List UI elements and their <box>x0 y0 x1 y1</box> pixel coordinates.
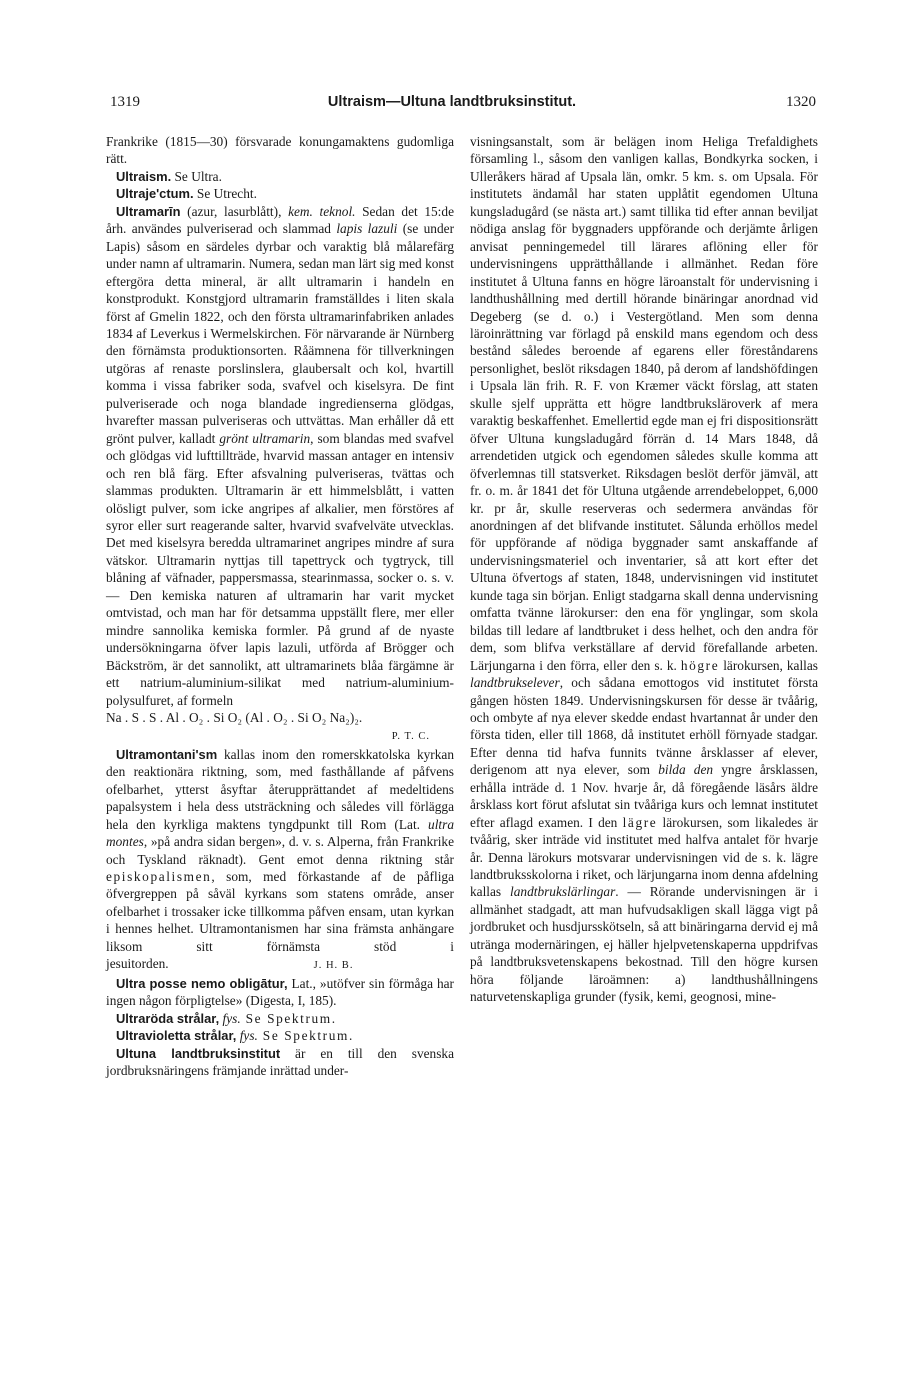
chemical-formula: Na . S . S . Al . O₂ . Si O₂ (Al . O₂ . Si O₂ Na₂)₂. <box>106 709 363 725</box>
entry-text: . — Rörande undervisningen är i allmänhet stadgadt, att man hufvudsakligen skall lägga vigt på jordbruket och husdjursskötseln, så att binäringarna dervid ej må utränga modernäringen, ej häller hjelpvetenskaperna uppdrifvas på landtbruksvetenskapens bekostnad. Till den högre kursen höra följande läroämnen: a) landthushållningens naturvetenskapliga grunder (fysik, kemi, geognosi, mine- <box>470 884 818 1005</box>
entry-italic: lapis lazuli <box>336 221 398 237</box>
entry-text: , och sådana emottogos vid institutet första gången hösten 1849. Undervisningskursen för desse är tvåårig, och ombyte af nya elever skedde endast hvartannat år under den första tiden, eller till 1868, då institutet erhöll förnyade stadgar. Efter denna tid hafva funnits tvänne årsklasser af elever, derigenom att nya elever, som <box>470 675 818 778</box>
entry-spaced: episkopalismen <box>106 869 212 885</box>
signature-text: P. T. C. <box>391 731 430 743</box>
entry-text: (azur, lasurblått), <box>180 203 289 219</box>
entry-text: , som blandas med svafvel och glödgas vid lufttillträde, hvarvid massan antager en intensiv och ren blå färg. Efter afsvalning pulveriseras, tvättas och slammas produkten. Ultramarin är ett himmelsblått, i vatten olösligt pulver, som icke angripes af alkalier, men förstöres af syror eller surt reagerande salter, hvarvid svafvelväte utvecklas. Det med kiselsyra beredda ultramarinet angripes mindre af sura vätskor. Ultramarin nyttjas till tapettryck och tygtryck, till blåning af väfnader, pappersmassa, stearinmassa, socker o. s. v. — Den kemiska naturen af ultramarin har varit mycket omtvistad, och man har för detsamma uppställt flere, mer eller mindre sannolika kemiska formler. På grund af de nyaste undersökningarna öfver lapis lazuli, utförda af Brögger och Bäckström, är det sannolikt, att ultramarinets blåa färgämne är ett natrium-aluminium-silikat med natrium-aluminium-polysulfuret, af formeln <box>106 430 454 708</box>
entry-italic: fys. <box>236 1028 258 1044</box>
entry-text: är en till den svenska jordbruksnäringens främjande inrättad under- <box>106 1045 454 1079</box>
entry-italic: landtbrukslärlingar <box>510 884 616 900</box>
paragraph-frankrike: Frankrike (1815—30) försvarade konungamaktens gudomliga rätt. <box>106 134 454 167</box>
page-number-left: 1319 <box>110 94 140 110</box>
entry-text: visningsanstalt, som är belägen inom Heliga Trefaldighets församling l., såsom den vanligen kallas, Bondkyrka socken, i Ulleråkers härad af Upsala län, omkr. 5 km. s. om Upsala. För institutets ändamål har staten upplåtit egendomen Ultuna kungsladugård (se nästa art.) samt tillika tid efter annan beviljat nödiga anslag för byggnaders uppförande och derjämte årligen anvisat penningemedel till lärares aflöning eller för undervisningens upprätthållande i allmänhet. Redan före institutet å Ultuna fanns en högre läroanstalt för undervisning i landthushållning med dertill hörande binäringar anordnad vid Degeberg (se d. o.) i Vestergötland. Men som denna läroinrättning var förlagd på enskild mans egendom och dess bestånd således beroende af egarens eller föreståndarens personlighet, beslöt riksdagen 1840, på derom af landshöfdingen i Upsala län frih. R. F. von Kræmer väckt förslag, att staten skulle sjelf upprätta ett högre landtbruksläroverk af mera varaktig beskaffenhet. Emellertid egde man ej fri dispositionsrätt öfver Ultuna kungsladugård förrän d. 14 Mars 1848, då arrendetiden utgick och egendomen således skulle komma att öfverlemnas till statsverket. Riksdagen beslöt derför jämväl, att fr. o. m. år 1841 det för Ultuna utgående arrendebeloppet, 6,000 kr. pr år, skulle reserveras och sedermera användas för anordningen af det blifvande institutet. Sålunda erhöllos medel för uppförande af nödiga byggnader samt anskaffande af undervisningsmateriel och inventarier, så att kort efter det Ultuna öfvertogs af staten, 1848, undervisningen vid institutet kunde taga sin början. Enligt stadgarna skall denna undervisning omfatta tvänne lärokurser: den ena för ynglingar, som skola bildas till ledare af landtbruket i dess helhet, och den andra för dem, som blifva verkställare af dervid förefallande arbeten. Lärjungarna i den förra, eller den s. k. <box>470 134 818 673</box>
page-number-right: 1320 <box>786 94 816 110</box>
headword: Ultraje'ctum. <box>116 186 194 202</box>
headword: Ultravioletta strålar, <box>116 1028 237 1044</box>
entry-text: , »på andra sidan bergen», d. v. s. Alperna, från Frankrike och Tyskland räknadt). Gent emot denna riktning står <box>106 834 454 867</box>
entry-text: Lat., »utöfver sin förmåga har ingen någon förpligtelse» (Digesta, I, 185). <box>106 975 454 1009</box>
entry-italic: grönt ultramarin <box>219 430 311 446</box>
entry-text: kallas inom den romerskkatolska kyrkan den reaktionära riktning, som, med fasthållande af påfvens ofelbarhet, ytterst åsyftar återupprättandet af medeltidens papalsystem i hela dess utsträckning och således vill förlägga hela den kyrkliga maktens tyngdpunkt till Rom (Lat. <box>106 746 454 832</box>
signature-text: J. H. B. <box>313 960 354 972</box>
headword: Ultra posse nemo obligātur, <box>116 975 288 991</box>
entry-text: yngre årsklassen, erhålla inträde d. 1 Nov. hvarje år, då föregående läsårs äldre årsklass kort förut afslutat sin tvååriga kurs och lemnat institutet efter aflagd examen. I den <box>470 762 818 830</box>
paragraph-ultuna-continued <box>470 133 818 1006</box>
entry-text: lärokursen, kallas <box>719 657 818 673</box>
entry-ultra-posse <box>106 975 454 1010</box>
entry-spaced: högre <box>680 657 720 673</box>
entry-text: Se Utrecht. <box>193 186 257 202</box>
entry-spaced: lägre <box>622 814 658 830</box>
entry-ultuna <box>106 1045 454 1080</box>
right-column <box>470 133 818 1006</box>
entry-text: Se Spektrum. <box>257 1028 354 1044</box>
entry-ultramarin <box>106 203 454 709</box>
running-title: Ultraism—Ultuna landtbruksinstitut. <box>327 94 577 110</box>
headword: Ultramontani'sm <box>116 746 218 762</box>
author-signature <box>169 960 354 971</box>
headword: Ultramarīn <box>116 203 181 219</box>
entry-ultraroda <box>106 1010 454 1027</box>
entry-italic: bilda den <box>658 762 714 778</box>
entry-italic: ultra montes <box>106 816 454 850</box>
headword: Ultuna landtbruksinstitut <box>116 1045 281 1061</box>
entry-ultrajectum <box>106 185 454 202</box>
entry-text: Sedan det 15:de årh. användes pulveriserad och slammad <box>106 203 454 237</box>
entry-italic: landtbrukselever <box>470 675 560 691</box>
entry-text: , som, med förkastande af de påfliga öfvergreppen på såväl kyrkans som statens område, anser ofelbarhet i trossaker icke tillkomma påfven ensam, utan kyrkan i hennes helhet. Ultramontanismen har sina främsta anhängare liksom sitt förnämsta stöd i jesuitorden. <box>106 869 454 972</box>
entry-text: Se Spektrum. <box>240 1010 337 1026</box>
entry-ultramontanism <box>106 746 454 975</box>
entry-italic: fys. <box>219 1010 241 1026</box>
left-column <box>106 133 454 1079</box>
entry-ultraism <box>106 168 454 185</box>
headword: Ultraism. <box>116 168 172 184</box>
headword: Ultraröda strålar, <box>116 1010 220 1026</box>
author-signature <box>106 726 454 745</box>
entry-text: Se Ultra. <box>171 168 222 184</box>
entry-italic: kem. teknol. <box>288 203 356 219</box>
entry-text: lärokursen, som likaledes är tvåårig, sker inträde vid institutet med halfva antalet för hvarje år. Denna lärokurs motsvarar undervisningen vid de s. k. lägre landtbruksskolorna i riket, och lärjungarna inom denna afdelning kallas <box>470 814 818 900</box>
entry-text: (se under Lapis) såsom en särdeles dyrbar och varaktig blå målarefärg under namn af ultramarin. Numera, sedan man lärt sig med konst eftergöra detta mineral, är allt ultramarin i handeln en konstprodukt. Konstgjord ultramarin framställdes i liten skala först af Gmelin 1822, och den första ultramarinfabriken anlades 1834 af Leverkus i Wermelskirchen. För närvarande är Nürnberg den förnämsta produktionsorten. Råämnena för tillverkningen utgöras af renaste porslinslera, glaubersalt och kol, hvartill komma i vissa fabriker soda, svafvel och kiselsyra. De fint pulveriserade och noga blandade ingredienserna glödgas, hvarefter massan pulveriseras och uttvättas. Man erhåller då ett grönt pulver, kalladt <box>106 221 455 446</box>
entry-ultraviolett <box>106 1027 454 1044</box>
